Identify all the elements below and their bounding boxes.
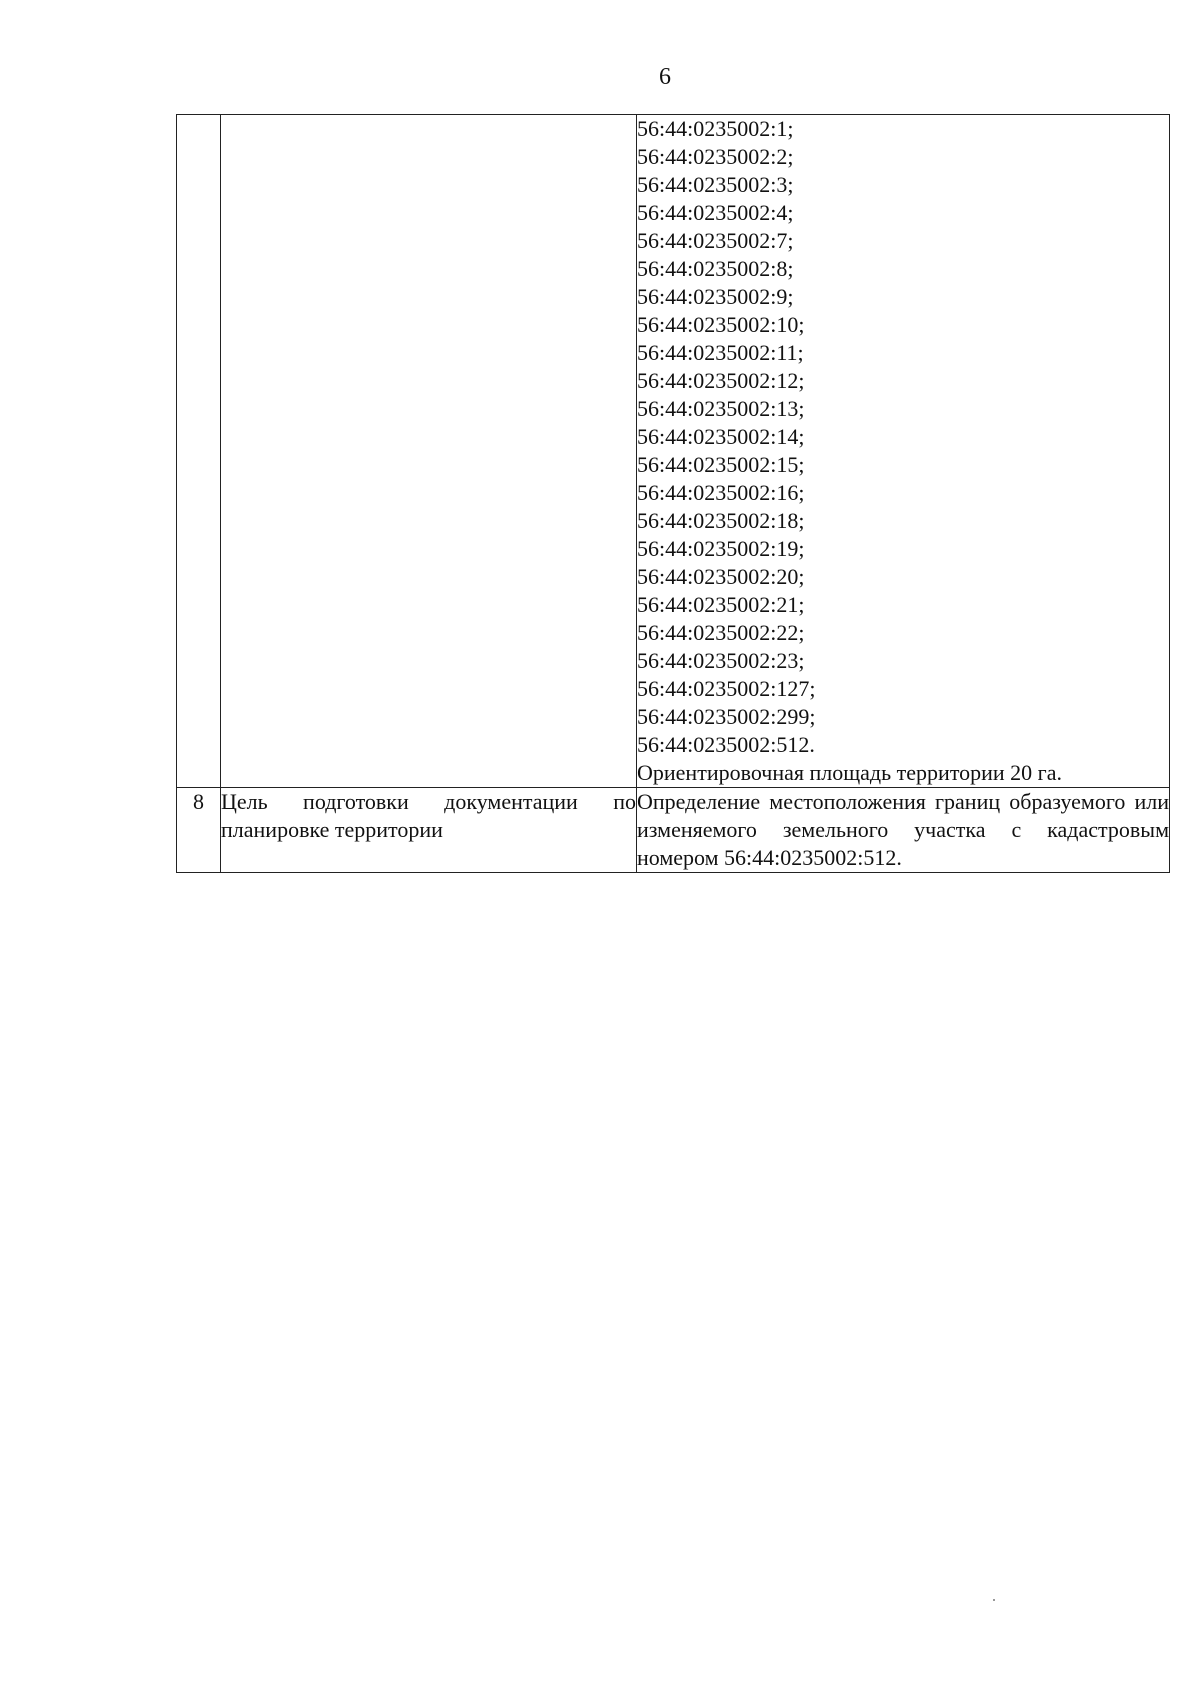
cadastral-number: 56:44:0235002:20; <box>637 564 805 589</box>
cadastral-number: 56:44:0235002:299; <box>637 704 816 729</box>
cadastral-number: 56:44:0235002:21; <box>637 592 805 617</box>
row-value-cell: Определение местоположения границ образуемого или изменяемого земельного участка с кадастровым номером 56:44:0235002:512. <box>637 788 1170 873</box>
cadastral-number: 56:44:0235002:8; <box>637 256 794 281</box>
scan-artifact <box>993 1599 995 1601</box>
row-number-cell <box>177 115 221 788</box>
cadastral-number: 56:44:0235002:127; <box>637 676 816 701</box>
table-row-continuation <box>177 115 1170 788</box>
row-name-cell: Цель подготовки документации по планировке территории <box>221 788 637 873</box>
area-note: Ориентировочная площадь территории 20 га. <box>637 760 1062 785</box>
row-name-cell <box>221 115 637 788</box>
cadastral-number: 56:44:0235002:19; <box>637 536 805 561</box>
cadastral-number: 56:44:0235002:512. <box>637 732 815 757</box>
cadastral-number: 56:44:0235002:15; <box>637 452 805 477</box>
cadastral-number: 56:44:0235002:4; <box>637 200 794 225</box>
cadastral-number: 56:44:0235002:18; <box>637 508 805 533</box>
row-number-cell: 8 <box>177 788 221 873</box>
cadastral-number: 56:44:0235002:13; <box>637 396 805 421</box>
cadastral-number: 56:44:0235002:12; <box>637 368 805 393</box>
cadastral-number: 56:44:0235002:11; <box>637 340 804 365</box>
document-table <box>176 114 1170 873</box>
cadastral-number: 56:44:0235002:22; <box>637 620 805 645</box>
cadastral-number: 56:44:0235002:1; <box>637 116 794 141</box>
cadastral-number: 56:44:0235002:10; <box>637 312 805 337</box>
cadastral-number: 56:44:0235002:3; <box>637 172 794 197</box>
cadastral-number: 56:44:0235002:23; <box>637 648 805 673</box>
table-row-8 <box>177 788 1170 873</box>
cadastral-number: 56:44:0235002:9; <box>637 284 794 309</box>
cadastral-number: 56:44:0235002:7; <box>637 228 794 253</box>
cadastral-number: 56:44:0235002:2; <box>637 144 794 169</box>
page-number: 6 <box>659 64 671 90</box>
cadastral-list-cell <box>637 115 1170 788</box>
cadastral-number: 56:44:0235002:14; <box>637 424 805 449</box>
cadastral-number: 56:44:0235002:16; <box>637 480 805 505</box>
